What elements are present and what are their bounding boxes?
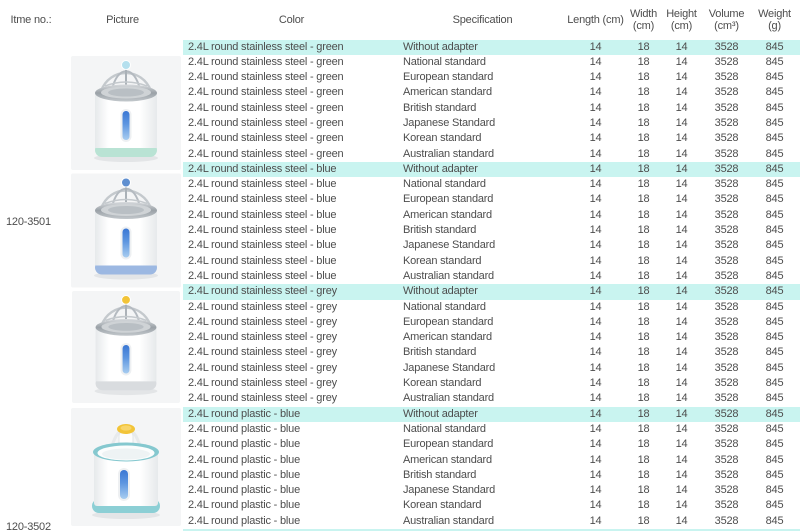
cell-volume: 3528 — [714, 438, 739, 451]
cell-height: 14 — [675, 86, 688, 99]
cell-weight: 845 — [765, 208, 784, 221]
cell-length: 14 — [589, 422, 602, 435]
cell-color: 2.4L round stainless steel - green — [188, 101, 344, 114]
cell-volume: 3528 — [714, 239, 739, 252]
cell-specification: Without adapter — [403, 285, 478, 298]
cell-height: 14 — [675, 178, 688, 191]
cell-specification: British standard — [403, 101, 477, 114]
cell-color: 2.4L round plastic - blue — [188, 514, 300, 527]
cell-width: 18 — [637, 178, 650, 191]
cell-weight: 845 — [765, 377, 784, 390]
cell-color: 2.4L round stainless steel - grey — [188, 300, 337, 313]
cell-width: 18 — [637, 224, 650, 237]
cell-specification: Australian standard — [403, 392, 494, 405]
column-header-item-no: Itme no.: — [10, 13, 52, 26]
cell-weight: 845 — [765, 132, 784, 145]
cell-height: 14 — [675, 422, 688, 435]
cell-specification: American standard — [403, 208, 492, 221]
cell-volume: 3528 — [714, 331, 739, 344]
cell-volume: 3528 — [714, 514, 739, 527]
cell-length: 14 — [589, 101, 602, 114]
cell-height: 14 — [675, 162, 688, 175]
cell-width: 18 — [637, 285, 650, 298]
cell-width: 18 — [637, 392, 650, 405]
cell-volume: 3528 — [714, 178, 739, 191]
cell-specification: European standard — [403, 193, 494, 206]
cell-weight: 845 — [765, 346, 784, 359]
item-number-120-3501: 120-3501 — [6, 216, 51, 228]
cell-volume: 3528 — [714, 484, 739, 497]
cell-height: 14 — [675, 55, 688, 68]
cell-width: 18 — [637, 377, 650, 390]
column-header-color: Color — [278, 13, 305, 26]
cell-color: 2.4L round stainless steel - grey — [188, 361, 337, 374]
cell-volume: 3528 — [714, 315, 739, 328]
cell-specification: European standard — [403, 315, 494, 328]
cell-volume: 3528 — [714, 116, 739, 129]
cell-weight: 845 — [765, 239, 784, 252]
cell-width: 18 — [637, 147, 650, 160]
cell-color: 2.4L round stainless steel - blue — [188, 208, 337, 221]
cell-weight: 845 — [765, 162, 784, 175]
cell-color: 2.4L round plastic - blue — [188, 453, 300, 466]
cell-color: 2.4L round stainless steel - blue — [188, 239, 337, 252]
cell-color: 2.4L round stainless steel - blue — [188, 193, 337, 206]
cell-color: 2.4L round plastic - blue — [188, 499, 300, 512]
cell-color: 2.4L round stainless steel - green — [188, 40, 344, 53]
cell-specification: Without adapter — [403, 40, 478, 53]
cell-length: 14 — [589, 239, 602, 252]
cell-length: 14 — [589, 224, 602, 237]
cell-width: 18 — [637, 40, 650, 53]
column-header-picture: Picture — [106, 13, 139, 26]
cell-height: 14 — [675, 392, 688, 405]
cell-weight: 845 — [765, 438, 784, 451]
cell-volume: 3528 — [714, 300, 739, 313]
cell-specification: Korean standard — [403, 499, 482, 512]
cell-volume: 3528 — [714, 55, 739, 68]
cell-width: 18 — [637, 438, 650, 451]
cell-length: 14 — [589, 468, 602, 481]
cell-length: 14 — [589, 147, 602, 160]
cell-color: 2.4L round stainless steel - grey — [188, 377, 337, 390]
cell-width: 18 — [637, 239, 650, 252]
cell-height: 14 — [675, 116, 688, 129]
cell-volume: 3528 — [714, 346, 739, 359]
fountain-steel-image — [72, 291, 180, 403]
cell-width: 18 — [637, 132, 650, 145]
cell-specification: Without adapter — [403, 162, 478, 175]
cell-length: 14 — [589, 71, 602, 84]
cell-specification: National standard — [403, 422, 486, 435]
cell-color: 2.4L round stainless steel - blue — [188, 254, 337, 267]
cell-width: 18 — [637, 254, 650, 267]
column-header-height: Height (cm) — [666, 7, 697, 32]
column-header-volume: Volume (cm³) — [708, 7, 745, 32]
cell-volume: 3528 — [714, 453, 739, 466]
cell-length: 14 — [589, 453, 602, 466]
cell-length: 14 — [589, 132, 602, 145]
cell-color: 2.4L round stainless steel - blue — [188, 162, 337, 175]
fountain-steel-image — [71, 56, 181, 170]
cell-color: 2.4L round stainless steel - grey — [188, 285, 337, 298]
cell-volume: 3528 — [714, 499, 739, 512]
cell-color: 2.4L round stainless steel - grey — [188, 346, 337, 359]
cell-weight: 845 — [765, 468, 784, 481]
cell-weight: 845 — [765, 55, 784, 68]
cell-height: 14 — [675, 514, 688, 527]
cell-color: 2.4L round stainless steel - blue — [188, 269, 337, 282]
cell-volume: 3528 — [714, 86, 739, 99]
cell-weight: 845 — [765, 331, 784, 344]
cell-width: 18 — [637, 269, 650, 282]
cell-width: 18 — [637, 499, 650, 512]
cell-weight: 845 — [765, 193, 784, 206]
cell-specification: Korean standard — [403, 254, 482, 267]
cell-height: 14 — [675, 377, 688, 390]
cell-length: 14 — [589, 162, 602, 175]
cell-width: 18 — [637, 514, 650, 527]
cell-weight: 845 — [765, 361, 784, 374]
cell-color: 2.4L round stainless steel - green — [188, 86, 344, 99]
product-photo-stainless-grey — [72, 291, 180, 403]
cell-length: 14 — [589, 438, 602, 451]
cell-width: 18 — [637, 116, 650, 129]
cell-height: 14 — [675, 132, 688, 145]
cell-volume: 3528 — [714, 285, 739, 298]
cell-volume: 3528 — [714, 208, 739, 221]
cell-width: 18 — [637, 484, 650, 497]
cell-height: 14 — [675, 499, 688, 512]
cell-specification: American standard — [403, 453, 492, 466]
cell-weight: 845 — [765, 147, 784, 160]
cell-length: 14 — [589, 208, 602, 221]
cell-weight: 845 — [765, 285, 784, 298]
cell-height: 14 — [675, 269, 688, 282]
cell-height: 14 — [675, 71, 688, 84]
cell-width: 18 — [637, 71, 650, 84]
cell-specification: Australian standard — [403, 147, 494, 160]
cell-color: 2.4L round stainless steel - grey — [188, 315, 337, 328]
cell-length: 14 — [589, 407, 602, 420]
cell-width: 18 — [637, 346, 650, 359]
cell-weight: 845 — [765, 71, 784, 84]
cell-width: 18 — [637, 331, 650, 344]
cell-weight: 845 — [765, 315, 784, 328]
cell-length: 14 — [589, 40, 602, 53]
product-photo-stainless-blue — [71, 172, 181, 289]
cell-specification: Australian standard — [403, 269, 494, 282]
cell-length: 14 — [589, 269, 602, 282]
cell-height: 14 — [675, 147, 688, 160]
cell-specification: National standard — [403, 178, 486, 191]
cell-height: 14 — [675, 300, 688, 313]
cell-length: 14 — [589, 178, 602, 191]
column-header-width: Width (cm) — [629, 7, 658, 32]
cell-weight: 845 — [765, 392, 784, 405]
cell-specification: Japanese Standard — [403, 484, 496, 497]
cell-height: 14 — [675, 453, 688, 466]
column-header-specification: Specification — [452, 13, 513, 26]
cell-volume: 3528 — [714, 224, 739, 237]
cell-volume: 3528 — [714, 361, 739, 374]
cell-specification: European standard — [403, 71, 494, 84]
cell-length: 14 — [589, 514, 602, 527]
cell-specification: British standard — [403, 224, 477, 237]
cell-height: 14 — [675, 193, 688, 206]
cell-weight: 845 — [765, 269, 784, 282]
cell-volume: 3528 — [714, 407, 739, 420]
cell-height: 14 — [675, 468, 688, 481]
cell-volume: 3528 — [714, 132, 739, 145]
cell-color: 2.4L round plastic - blue — [188, 422, 300, 435]
cell-length: 14 — [589, 484, 602, 497]
cell-weight: 845 — [765, 224, 784, 237]
cell-weight: 845 — [765, 422, 784, 435]
cell-width: 18 — [637, 361, 650, 374]
cell-weight: 845 — [765, 40, 784, 53]
cell-height: 14 — [675, 484, 688, 497]
cell-volume: 3528 — [714, 40, 739, 53]
cell-volume: 3528 — [714, 269, 739, 282]
cell-width: 18 — [637, 468, 650, 481]
cell-length: 14 — [589, 193, 602, 206]
cell-weight: 845 — [765, 484, 784, 497]
cell-volume: 3528 — [714, 254, 739, 267]
cell-color: 2.4L round stainless steel - green — [188, 55, 344, 68]
cell-length: 14 — [589, 346, 602, 359]
cell-width: 18 — [637, 315, 650, 328]
cell-color: 2.4L round plastic - blue — [188, 468, 300, 481]
cell-specification: American standard — [403, 331, 492, 344]
cell-weight: 845 — [765, 514, 784, 527]
cell-weight: 845 — [765, 407, 784, 420]
cell-height: 14 — [675, 331, 688, 344]
cell-height: 14 — [675, 361, 688, 374]
cell-volume: 3528 — [714, 422, 739, 435]
cell-specification: National standard — [403, 55, 486, 68]
cell-specification: Korean standard — [403, 377, 482, 390]
cell-color: 2.4L round stainless steel - green — [188, 71, 344, 84]
cell-length: 14 — [589, 499, 602, 512]
cell-length: 14 — [589, 285, 602, 298]
cell-length: 14 — [589, 300, 602, 313]
cell-volume: 3528 — [714, 71, 739, 84]
cell-volume: 3528 — [714, 147, 739, 160]
cell-length: 14 — [589, 331, 602, 344]
product-photo-stainless-green — [71, 56, 181, 170]
cell-color: 2.4L round stainless steel - blue — [188, 224, 337, 237]
cell-length: 14 — [589, 55, 602, 68]
cell-volume: 3528 — [714, 392, 739, 405]
cell-height: 14 — [675, 40, 688, 53]
cell-width: 18 — [637, 193, 650, 206]
cell-weight: 845 — [765, 116, 784, 129]
cell-width: 18 — [637, 86, 650, 99]
cell-volume: 3528 — [714, 101, 739, 114]
cell-color: 2.4L round plastic - blue — [188, 438, 300, 451]
cell-width: 18 — [637, 162, 650, 175]
item-number-120-3502: 120-3502 — [6, 521, 51, 531]
cell-height: 14 — [675, 407, 688, 420]
cell-color: 2.4L round stainless steel - grey — [188, 392, 337, 405]
column-header-weight: Weight (g) — [758, 7, 791, 32]
cell-color: 2.4L round stainless steel - blue — [188, 178, 337, 191]
cell-weight: 845 — [765, 453, 784, 466]
cell-height: 14 — [675, 224, 688, 237]
cell-height: 14 — [675, 254, 688, 267]
cell-weight: 845 — [765, 300, 784, 313]
cell-length: 14 — [589, 392, 602, 405]
cell-height: 14 — [675, 346, 688, 359]
cell-specification: Japanese Standard — [403, 361, 496, 374]
cell-length: 14 — [589, 315, 602, 328]
cell-color: 2.4L round stainless steel - green — [188, 132, 344, 145]
cell-color: 2.4L round plastic - blue — [188, 484, 300, 497]
cell-specification: Japanese Standard — [403, 116, 496, 129]
cell-length: 14 — [589, 254, 602, 267]
cell-weight: 845 — [765, 178, 784, 191]
cell-specification: British standard — [403, 346, 477, 359]
fountain-steel-image — [71, 172, 181, 289]
cell-width: 18 — [637, 55, 650, 68]
product-photo-plastic-blue — [71, 408, 181, 526]
cell-specification: European standard — [403, 438, 494, 451]
cell-weight: 845 — [765, 254, 784, 267]
cell-width: 18 — [637, 208, 650, 221]
fountain-plastic-image — [71, 408, 181, 526]
cell-specification: Australian standard — [403, 514, 494, 527]
cell-width: 18 — [637, 300, 650, 313]
cell-weight: 845 — [765, 499, 784, 512]
cell-width: 18 — [637, 407, 650, 420]
cell-length: 14 — [589, 377, 602, 390]
cell-weight: 845 — [765, 101, 784, 114]
cell-length: 14 — [589, 116, 602, 129]
cell-length: 14 — [589, 361, 602, 374]
cell-height: 14 — [675, 315, 688, 328]
cell-height: 14 — [675, 101, 688, 114]
cell-width: 18 — [637, 453, 650, 466]
cell-volume: 3528 — [714, 162, 739, 175]
cell-width: 18 — [637, 422, 650, 435]
table-row — [0, 40, 800, 55]
cell-volume: 3528 — [714, 468, 739, 481]
cell-color: 2.4L round plastic - blue — [188, 407, 300, 420]
cell-volume: 3528 — [714, 193, 739, 206]
cell-color: 2.4L round stainless steel - green — [188, 147, 344, 160]
cell-specification: Korean standard — [403, 132, 482, 145]
cell-specification: National standard — [403, 300, 486, 313]
cell-height: 14 — [675, 239, 688, 252]
cell-color: 2.4L round stainless steel - green — [188, 116, 344, 129]
cell-height: 14 — [675, 208, 688, 221]
cell-specification: Japanese Standard — [403, 239, 496, 252]
cell-color: 2.4L round stainless steel - grey — [188, 331, 337, 344]
column-header-length: Length (cm) — [567, 13, 624, 26]
cell-specification: American standard — [403, 86, 492, 99]
cell-height: 14 — [675, 438, 688, 451]
cell-volume: 3528 — [714, 377, 739, 390]
cell-height: 14 — [675, 285, 688, 298]
cell-weight: 845 — [765, 86, 784, 99]
cell-length: 14 — [589, 86, 602, 99]
cell-specification: Without adapter — [403, 407, 478, 420]
cell-width: 18 — [637, 101, 650, 114]
cell-specification: British standard — [403, 468, 477, 481]
